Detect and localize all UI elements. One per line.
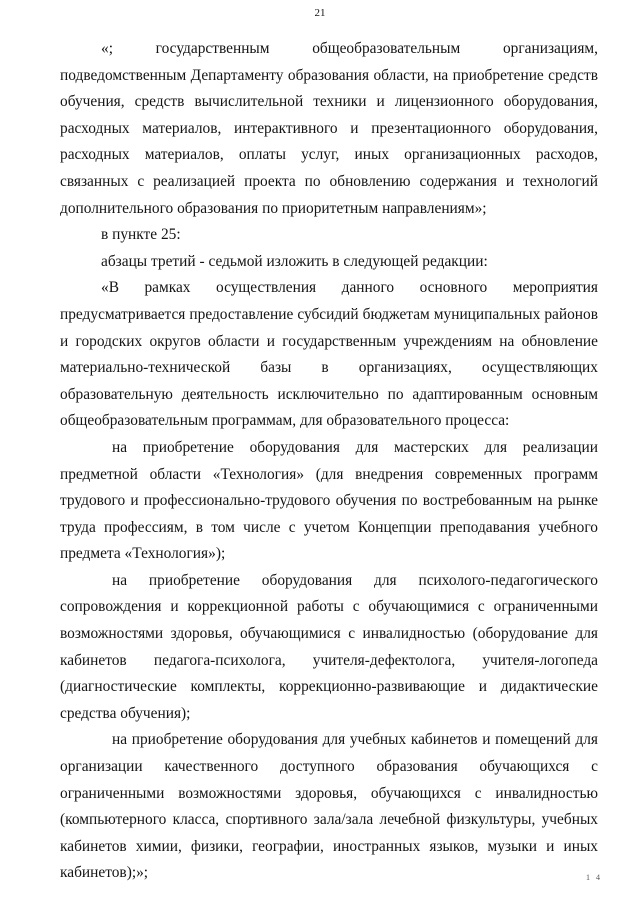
paragraph-technology-workshops: на приобретение оборудования для мастерских для реализации предметной области «Технология» (для внедрения современных программ трудового и профессионально-трудового обучения по востребованным на рынке труда профессиям, в том числе с учетом Концепции преподавания учебного предмета «Технология»);	[60, 438, 598, 563]
paragraph-point-25: в пункте 25:	[101, 226, 181, 244]
paragraph-edition-note: абзацы третий - седьмой изложить в следующей редакции:	[101, 252, 488, 270]
paragraph-subsidies: «В рамках осуществления данного основного мероприятия предусматривается предоставление субсидий бюджетам муниципальных районов и городских округов области и государственным учреждениям на обновление материально-технической базы в организациях, осуществляющих образовательную деятельность исключительно по адаптированным основным общеобразовательным программам, для образовательного процесса:	[60, 279, 598, 430]
paragraph-classrooms: на приобретение оборудования для учебных кабинетов и помещений для организации качественного доступного образования обучающихся с ограниченными возможностями здоровья, обучающихся с инвалидностью (компьютерного класса, спортивного зала/зала лечебной физкультуры, учебных кабинетов химии, физики, географии, иностранных языков, музыки и иных кабинетов);»;	[60, 731, 598, 882]
document-body	[60, 36, 598, 887]
page-number: 21	[314, 7, 326, 19]
paragraph-psych-support: на приобретение оборудования для психолого-педагогического сопровождения и коррекционной работы с обучающимися с ограниченными возможностями здоровья, обучающимися с инвалидностью (оборудование для кабинетов педагога-психолога, учителя-дефектолога, учителя-логопеда (диагностические комплекты, коррекционно-развивающие и дидактические средства обучения);	[60, 571, 598, 722]
paragraph-organizations: «; государственным общеобразовательным организациям, подведомственным Департаменту образования области, на приобретение средств обучения, средств вычислительной техники и лицензионного оборудования, расходных материалов, интерактивного и презентационного оборудования, расходных материалов, оплаты услуг, иных организационных расходов, связанных с реализацией проекта по обновлению содержания и технологий дополнительного образования по приоритетным направлениям»;	[60, 40, 598, 217]
footer-mark: 1 4	[586, 873, 602, 882]
